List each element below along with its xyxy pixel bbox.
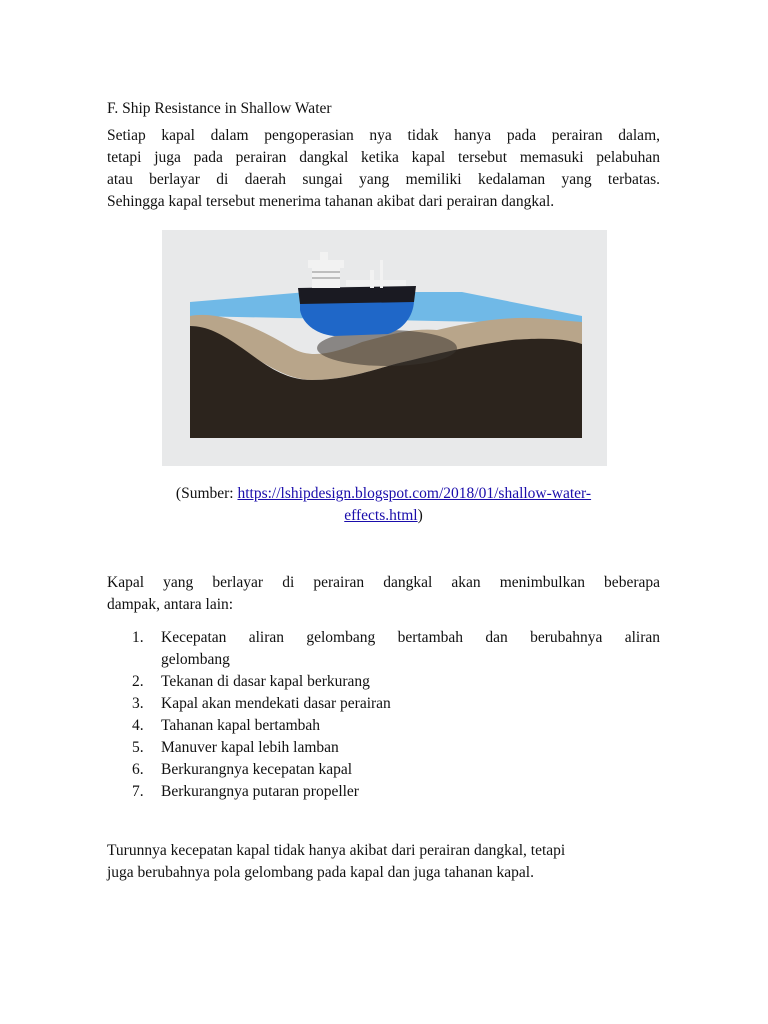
list-number: 1.: [132, 629, 144, 646]
paragraph-line: dampak, antara lain:: [107, 596, 234, 613]
caption-prefix: (Sumber:: [175, 485, 238, 502]
list-item-text: Berkurangnya putaran propeller: [161, 783, 359, 800]
list-number: 4.: [132, 717, 144, 734]
paragraph-line: tetapi juga pada perairan dangkal ketika kapal tersebut memasuki pelabuhan: [107, 149, 660, 166]
caption-suffix: ): [417, 507, 423, 524]
ship-hull-top: [298, 286, 416, 304]
list-number: 3.: [132, 695, 144, 712]
paragraph-line: Sehingga kapal tersebut menerima tahanan akibat dari perairan dangkal.: [107, 193, 555, 210]
source-link[interactable]: [237, 485, 591, 524]
list-number: 7.: [132, 783, 144, 800]
figure-caption: [107, 483, 660, 527]
list-number: 6.: [132, 761, 144, 778]
paragraph-line: Kapal yang berlayar di perairan dangkal akan menimbulkan beberapa: [107, 574, 660, 591]
source-link-part1: https://lshipdesign.blogspot.com/2018/01/shallow-water-: [237, 485, 592, 502]
paragraph-line: atau berlayar di daerah sungai yang memiliki kedalaman yang terbatas.: [107, 171, 660, 188]
paragraph-impacts-intro: [107, 572, 660, 616]
list-item: [132, 715, 660, 737]
list-item: [132, 737, 660, 759]
paragraph-intro: [107, 125, 660, 213]
list-item-text: Manuver kapal lebih lamban: [161, 739, 339, 756]
source-link-part2: effects.html: [344, 507, 418, 524]
list-item: [132, 671, 660, 693]
list-item-text: Tahanan kapal bertambah: [161, 717, 321, 734]
paragraph-line: Setiap kapal dalam pengoperasian nya tidak hanya pada perairan dalam,: [107, 127, 660, 144]
list-item: [132, 759, 660, 781]
list-item-text: Kapal akan mendekati dasar perairan: [161, 695, 391, 712]
ship-shallow-water-illustration: [162, 230, 607, 466]
list-item: [132, 693, 660, 715]
list-item-text: Tekanan di dasar kapal berkurang: [161, 673, 370, 690]
list-item-text: Berkurangnya kecepatan kapal: [161, 761, 353, 778]
list-item: [132, 627, 660, 671]
paragraph-line: Turunnya kecepatan kapal tidak hanya akibat dari perairan dangkal, tetapi: [107, 842, 566, 859]
paragraph-conclusion: [107, 840, 660, 884]
list-item-text: Kecepatan aliran gelombang bertambah dan berubahnya aliran: [161, 629, 660, 646]
paragraph-line: juga berubahnya pola gelombang pada kapal dan juga tahanan kapal.: [107, 864, 534, 881]
list-item-text: gelombang: [161, 651, 230, 668]
list-number: 2.: [132, 673, 144, 690]
section-heading: F. Ship Resistance in Shallow Water: [107, 100, 332, 117]
list-number: 5.: [132, 739, 144, 756]
impacts-list: [132, 627, 660, 803]
list-item: [132, 781, 660, 803]
